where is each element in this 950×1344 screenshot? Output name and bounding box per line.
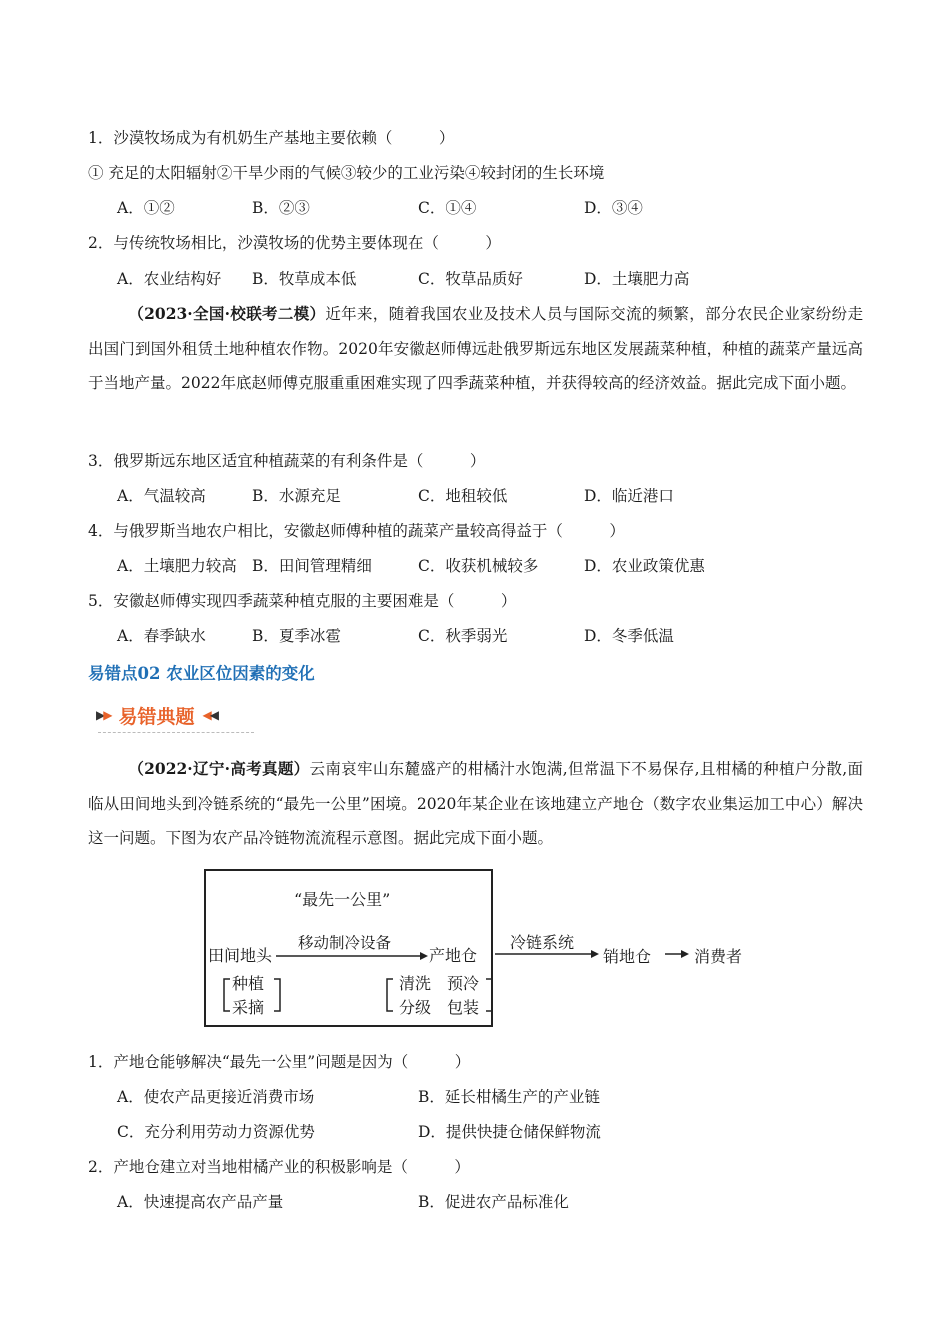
question-1-option-d: D．③④ <box>584 199 643 217</box>
question-5-option-c: C．秋季弱光 <box>418 627 508 645</box>
diagram-consumer: 消费者 <box>694 947 743 966</box>
question-1-option-a: A．①② <box>117 199 175 217</box>
diagram-grade: 分级 <box>399 998 432 1017</box>
question-3-option-c: C．地租较低 <box>418 487 508 505</box>
diagram-precool: 预冷 <box>447 974 480 993</box>
diagram-pick: 采摘 <box>232 998 265 1017</box>
diagram-title: “最先一公里” <box>294 890 391 909</box>
question-4-stem: 4．与俄罗斯当地农户相比，安徽赵师傅种植的蔬菜产量较高得益于（ ） <box>88 522 625 540</box>
question-6-option-a: A．使农产品更接近消费市场 <box>117 1088 315 1106</box>
question-7-option-b: B．促进农产品标准化 <box>418 1193 569 1211</box>
question-6-option-c: C．充分利用劳动力资源优势 <box>117 1123 315 1141</box>
passage-1-source: （2023·全国·校联考二模） <box>128 304 326 323</box>
arrow-left-icon: ◀ <box>209 708 217 722</box>
diagram-wash: 清洗 <box>399 974 432 993</box>
diagram-inner-lines <box>206 871 495 1029</box>
question-7-option-a: A．快速提高农产品产量 <box>117 1193 284 1211</box>
question-6-option-b: B．延长柑橘生产的产业链 <box>418 1088 600 1106</box>
diagram-plant: 种植 <box>232 974 265 993</box>
question-2-stem: 2．与传统牧场相比，沙漠牧场的优势主要体现在（ ） <box>88 234 501 252</box>
question-4-option-d: D．农业政策优惠 <box>584 557 705 575</box>
question-2-option-d: D．土壤肥力高 <box>584 270 690 288</box>
question-6-stem: 1．产地仓能够解决“最先一公里”问题是因为（ ） <box>88 1053 471 1071</box>
question-4-option-a: A．土壤肥力较高 <box>117 557 237 575</box>
question-5-option-b: B．夏季冰雹 <box>252 627 341 645</box>
question-1-stem: 1．沙漠牧场成为有机奶生产基地主要依赖（ ） <box>88 129 455 147</box>
cold-chain-diagram <box>204 869 493 1027</box>
diagram-move: 移动制冷设备 <box>298 934 392 952</box>
passage-2-text: 云南哀牢山东麓盛产的柑橘汁水饱满,但常温下不易保存,且柑橘的种植户分散,面临从田间地头到冷链系统的“最先一公里”困境。2020年某企业在该地建立产地仓（数字农业集运加工中心）解决这一问题。下图为农产品冷链物流流程示意图。据此完成下面小题。 <box>88 760 863 847</box>
question-2-option-a: A．农业结构好 <box>117 270 222 288</box>
question-2-option-c: C．牧草品质好 <box>418 270 523 288</box>
arrow-right-icon: ▶ <box>103 708 111 722</box>
question-3-stem: 3．俄罗斯远东地区适宜种植蔬菜的有利条件是（ ） <box>88 452 486 470</box>
question-6-option-d: D．提供快捷仓储保鲜物流 <box>418 1123 601 1141</box>
diagram-cold: 冷链系统 <box>510 933 575 952</box>
passage-2 <box>88 752 863 856</box>
diagram-pack: 包装 <box>447 998 480 1017</box>
diagram-sales: 销地仓 <box>603 947 652 966</box>
section-title: 易错点02 农业区位因素的变化 <box>88 664 315 683</box>
question-1-statements: ① 充足的太阳辐射②干旱少雨的气候③较少的工业污染④较封闭的生长环境 <box>88 164 605 182</box>
passage-1 <box>88 297 863 401</box>
badge-label: 易错典题 <box>118 705 195 728</box>
question-1-option-b: B．②③ <box>252 199 310 217</box>
question-5-option-d: D．冬季低温 <box>584 627 674 645</box>
question-3-option-d: D．临近港口 <box>584 487 674 505</box>
question-5-option-a: A．春季缺水 <box>117 627 206 645</box>
question-2-option-b: B．牧草成本低 <box>252 270 357 288</box>
arrow-left-icon: ◀ <box>202 708 210 722</box>
badge <box>96 700 217 730</box>
question-5-stem: 5．安徽赵师傅实现四季蔬菜种植克服的主要困难是（ ） <box>88 592 517 610</box>
question-3-option-a: A．气温较高 <box>117 487 206 505</box>
question-7-stem: 2．产地仓建立对当地柑橘产业的积极影响是（ ） <box>88 1158 470 1176</box>
question-4-option-b: B．田间管理精细 <box>252 557 372 575</box>
question-1-option-c: C．①④ <box>418 199 477 217</box>
diagram-origin: 产地仓 <box>429 946 478 965</box>
question-3-option-b: B．水源充足 <box>252 487 341 505</box>
passage-2-source: （2022·辽宁·高考真题） <box>128 759 310 778</box>
passage-1-text: 近年来，随着我国农业及技术人员与国际交流的频繁，部分农民企业家纷纷走出国门到国外租赁土地种植农作物。2020年安徽赵师傅远赴俄罗斯远东地区发展蔬菜种植，种植的蔬菜产量远高于当地产量。2022年底赵师傅克服重重困难实现了四季蔬菜种植，并获得较高的经济效益。据此完成下面小题。 <box>88 305 863 392</box>
arrow-right-icon: ▶ <box>96 708 104 722</box>
diagram-field: 田间地头 <box>208 946 273 965</box>
badge-underline <box>98 732 254 733</box>
question-4-option-c: C．收获机械较多 <box>418 557 539 575</box>
